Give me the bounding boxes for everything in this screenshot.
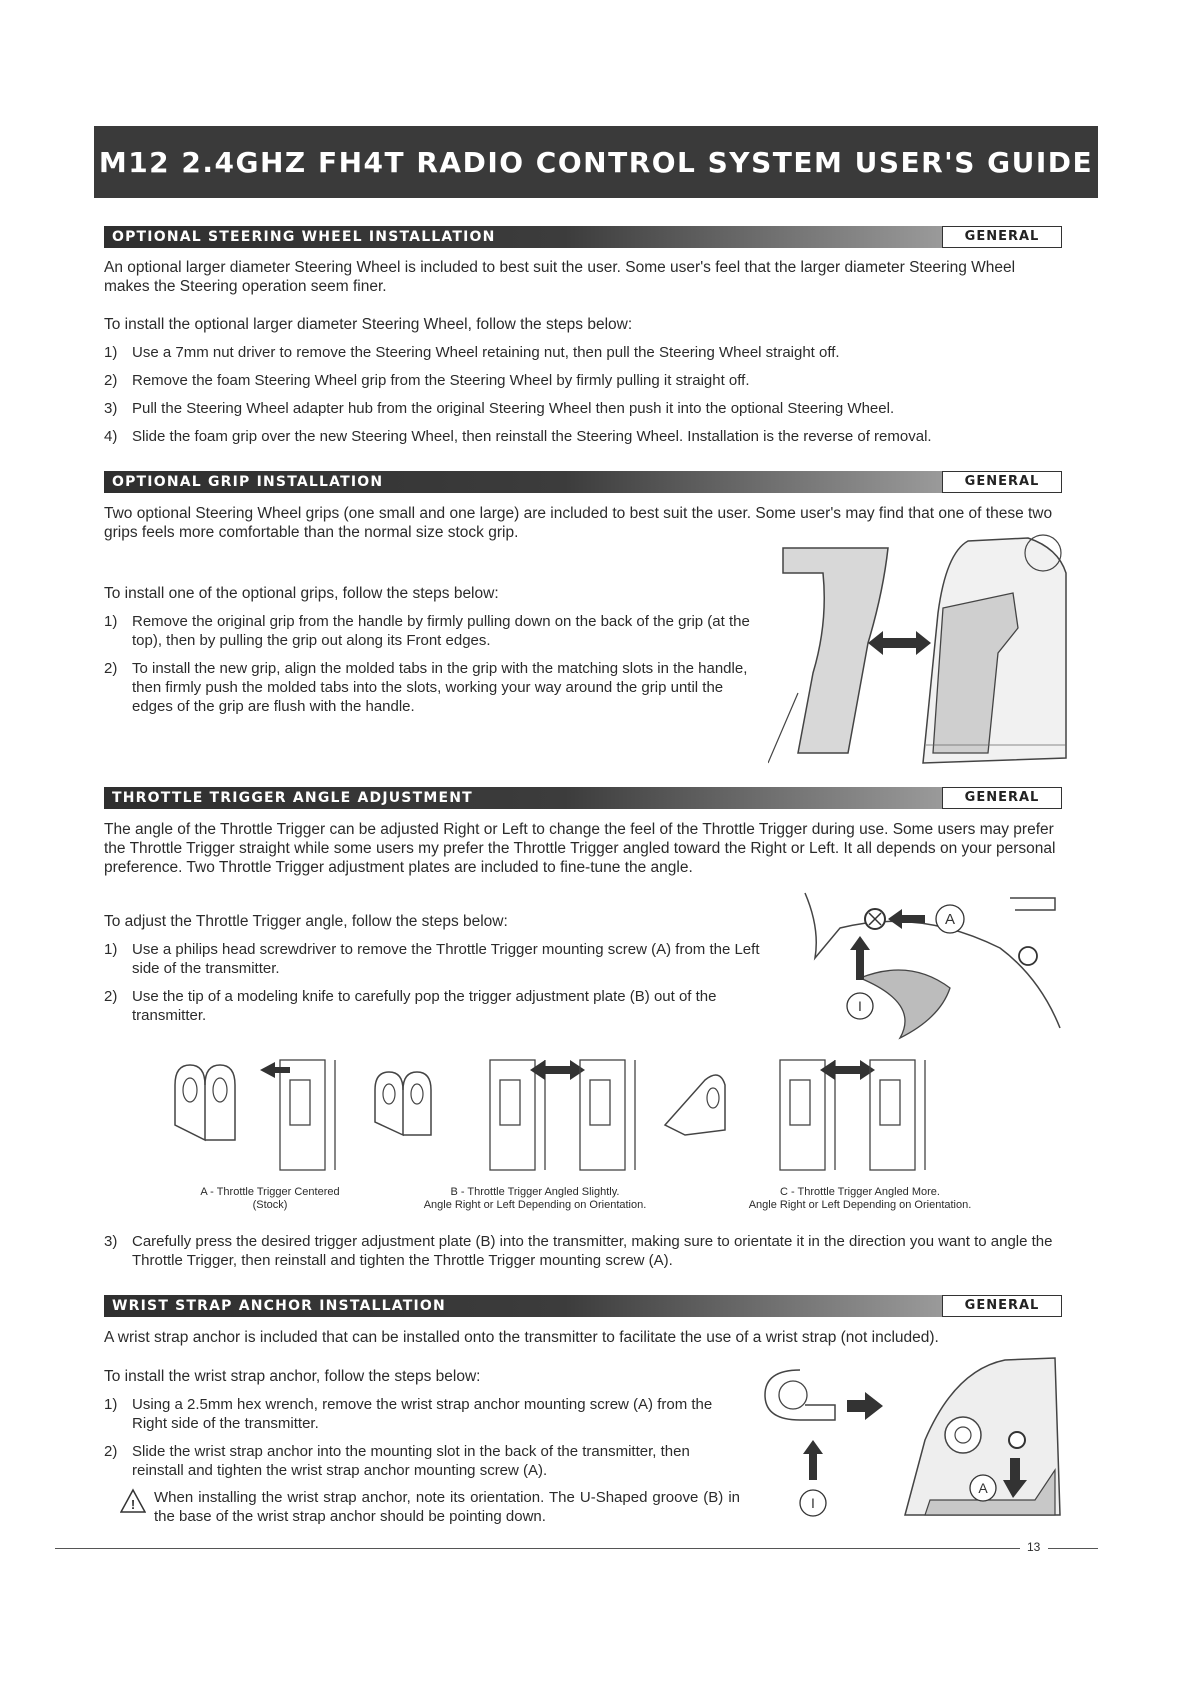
section-lead: To adjust the Throttle Trigger angle, follow the steps below: [104, 913, 508, 930]
double-arrow-icon [820, 1060, 875, 1080]
throttle-steps [104, 940, 784, 1034]
list-item: 2) Use the tip of a modeling knife to carefully pop the trigger adjustment plate (B) out of the transmitter. [104, 988, 717, 1024]
throttle-screw-illustration [800, 888, 1065, 1043]
wrist-steps [104, 1395, 744, 1489]
list-item: 3) Pull the Steering Wheel adapter hub from the original Steering Wheel then push it into the optional Steering Wheel. [104, 400, 895, 417]
caption-a: A - Throttle Trigger Centered (Stock) [200, 1186, 340, 1211]
label-a: A [978, 1480, 988, 1496]
warning-note: ! When installing the wrist strap anchor, note its orientation. The U-Shaped groove (B) in the base of the wrist strap anchor should be pointing down. [120, 1488, 740, 1526]
grip-steps [104, 612, 754, 725]
section-header-steering [104, 226, 1062, 248]
trigger-centered-icon [260, 1060, 335, 1170]
wrist-anchor-icon [765, 1370, 835, 1420]
section-header-throttle [104, 787, 1062, 809]
arrow-up-icon [803, 1440, 823, 1480]
list-item: 1) Use a 7mm nut driver to remove the Steering Wheel retaining nut, then pull the Steering Wheel straight off. [104, 344, 840, 361]
grip-illustration [768, 533, 1068, 768]
trigger-more-right-icon [870, 1060, 925, 1170]
label-i: I [811, 1495, 815, 1511]
list-item: 2) To install the new grip, align the molded tabs in the grip with the matching slots in the handle, then firmly push the molded tabs into the slots, working your way around the grip until the edges of the grip are flush with the handle. [104, 660, 748, 715]
warning-icon [120, 1488, 146, 1514]
section-tag: GENERAL [942, 1295, 1062, 1317]
section-intro: A wrist strap anchor is included that can be installed onto the transmitter to facilitate the use of a wrist strap (not included). [104, 1329, 939, 1346]
page-number: 13 [1027, 1540, 1041, 1554]
section-title: OPTIONAL STEERING WHEEL INSTALLATION [104, 226, 942, 248]
throttle-step-3 [104, 1232, 1062, 1279]
section-title: WRIST STRAP ANCHOR INSTALLATION [104, 1295, 942, 1317]
list-item: 1) Using a 2.5mm hex wrench, remove the wrist strap anchor mounting screw (A) from the Right side of the transmitter. [104, 1396, 713, 1432]
plate-a-icon [175, 1065, 235, 1140]
section-tag: GENERAL [942, 787, 1062, 809]
section-title: THROTTLE TRIGGER ANGLE ADJUSTMENT [104, 787, 942, 809]
section-lead: To install the wrist strap anchor, follow the steps below: [104, 1368, 481, 1385]
page-banner [94, 126, 1098, 198]
steering-steps [104, 343, 1062, 455]
footer-divider [1048, 1548, 1098, 1549]
section-tag: GENERAL [942, 471, 1062, 493]
svg-text:!: ! [130, 1497, 136, 1512]
section-header-grip [104, 471, 1062, 493]
label-a: A [944, 911, 956, 928]
section-title: OPTIONAL GRIP INSTALLATION [104, 471, 942, 493]
section-intro: The angle of the Throttle Trigger can be adjusted Right or Left to change the feel of the Throttle Trigger during use. Some users may prefer the Throttle Trigger straight while some users my prefer the Throttle Trigger angled toward the Right or Left. It all depends on your personal preference. Two Throttle Trigger adjustment plates are included to fine-tune the angle. [104, 821, 1056, 876]
caption-b: B - Throttle Trigger Angled Slightly. Angle Right or Left Depending on Orientation. [423, 1186, 647, 1211]
list-item: 3) Carefully press the desired trigger adjustment plate (B) into the transmitter, making sure to orientate it in the direction you want to angle the Throttle Trigger, then reinstall and tighten the Throttle Trigger mounting screw (A). [104, 1233, 1053, 1269]
trigger-plate-figures [165, 1050, 1035, 1175]
list-item: 2) Remove the foam Steering Wheel grip from the Steering Wheel by firmly pulling it straight off. [104, 372, 750, 389]
section-intro: An optional larger diameter Steering Wheel is included to best suit the user. Some user's feel that the larger diameter Steering Wheel makes the Steering operation seem finer. [104, 259, 1016, 295]
section-lead: To install one of the optional grips, follow the steps below: [104, 585, 499, 602]
label-i: I [858, 998, 862, 1014]
section-lead: To install the optional larger diameter Steering Wheel, follow the steps below: [104, 316, 633, 333]
caption-c: C - Throttle Trigger Angled More. Angle Right or Left Depending on Orientation. [748, 1186, 972, 1211]
section-header-wrist [104, 1295, 1062, 1317]
plate-b-icon [375, 1072, 431, 1135]
section-tag: GENERAL [942, 226, 1062, 248]
list-item: 1) Use a philips head screwdriver to remove the Throttle Trigger mounting screw (A) from the Left side of the transmitter. [104, 941, 760, 977]
page-title: M12 2.4GHZ FH4T RADIO CONTROL SYSTEM USER'S GUIDE [98, 145, 1094, 179]
arrow-right-icon [847, 1392, 883, 1420]
trigger-slight-right-icon [580, 1060, 635, 1170]
trigger-slight-left-icon [490, 1060, 545, 1170]
plate-c-icon [665, 1075, 725, 1135]
list-item: 2) Slide the wrist strap anchor into the mounting slot in the back of the transmitter, then reinstall and tighten the wrist strap anchor mounting screw (A). [104, 1443, 690, 1479]
list-item: 4) Slide the foam grip over the new Steering Wheel, then reinstall the Steering Wheel. Installation is the reverse of removal. [104, 428, 932, 445]
double-arrow-icon [530, 1060, 585, 1080]
list-item: 1) Remove the original grip from the handle by firmly pulling down on the back of the grip (at the top), then by pulling the grip out along its Front edges. [104, 613, 750, 649]
wrist-strap-illustration [755, 1350, 1065, 1525]
footer-divider [55, 1548, 1020, 1549]
trigger-more-left-icon [780, 1060, 835, 1170]
section-intro: Two optional Steering Wheel grips (one small and one large) are included to best suit the user. Some user's may find that one of these two grips feels more comfortable than the normal size stock grip. [104, 505, 1053, 541]
